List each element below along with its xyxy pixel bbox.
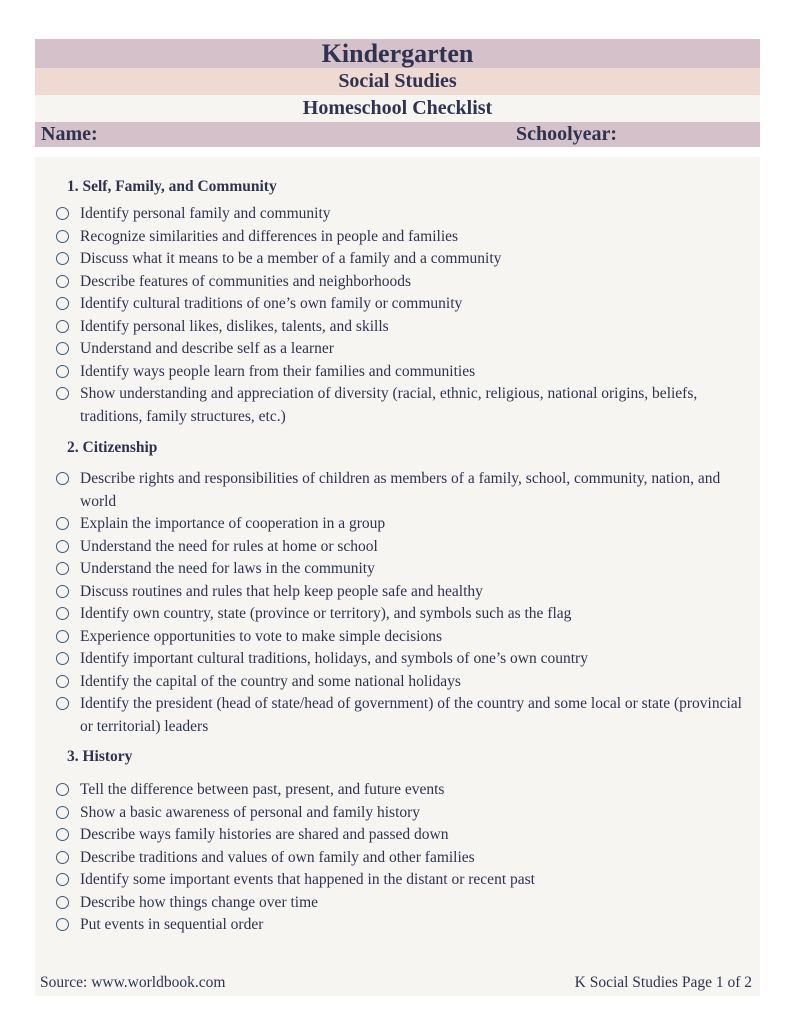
page-title: Kindergarten bbox=[321, 39, 474, 68]
checkbox-circle-icon[interactable] bbox=[56, 607, 69, 620]
checklist-item-label: Discuss routines and rules that help keep people safe and healthy bbox=[80, 582, 483, 600]
checklist-item bbox=[55, 203, 755, 226]
section-title: 1. Self, Family, and Community bbox=[67, 178, 277, 195]
checklist-item-label: Describe rights and responsibilities of children as members of a family, school, community, nation, and world bbox=[80, 470, 721, 510]
subject-band bbox=[35, 68, 760, 95]
checklist-item bbox=[55, 802, 755, 825]
checklist-item-label: Identify personal family and community bbox=[80, 205, 331, 222]
checklist-item bbox=[55, 513, 755, 536]
checklist-item-label: Describe features of communities and neighborhoods bbox=[80, 272, 412, 290]
checklist-item-label: Understand the need for rules at home or school bbox=[80, 537, 378, 555]
checklist-item-label: Put events in sequential order bbox=[80, 916, 264, 933]
checklist-item bbox=[55, 847, 755, 870]
checkbox-circle-icon[interactable] bbox=[56, 828, 69, 841]
checkbox-circle-icon[interactable] bbox=[56, 320, 69, 333]
checklist-item bbox=[55, 603, 755, 626]
checklist-item-label: Identify the president (head of state/head of government) of the country and some local or state (provincial or territorial) leaders bbox=[80, 695, 742, 735]
checklist-item bbox=[55, 869, 755, 892]
checklist-item bbox=[55, 248, 755, 271]
section-title: 3. History bbox=[67, 748, 133, 765]
schoolyear-label: Schoolyear: bbox=[516, 123, 618, 145]
checklist-item-label: Explain the importance of cooperation in a group bbox=[80, 515, 386, 532]
subject-title: Social Studies bbox=[338, 70, 457, 92]
checklist-subtitle: Homeschool Checklist bbox=[302, 97, 493, 119]
title-band bbox=[35, 39, 760, 68]
checklist-item-label: Identify important cultural traditions, holidays, and symbols of one’s own country bbox=[80, 650, 588, 667]
checkbox-circle-icon[interactable] bbox=[56, 652, 69, 665]
checkbox-circle-icon[interactable] bbox=[56, 851, 69, 864]
checklist-item bbox=[55, 648, 755, 671]
checklist-item-label: Identify own country, state (province or territory), and symbols such as the flag bbox=[80, 605, 572, 622]
checklist-item bbox=[55, 914, 755, 937]
checklist-item-label: Identify cultural traditions of one’s own family or community bbox=[80, 295, 463, 312]
checklist-item bbox=[55, 779, 755, 802]
checkbox-circle-icon[interactable] bbox=[56, 252, 69, 265]
name-label: Name: bbox=[41, 123, 98, 145]
checkbox-circle-icon[interactable] bbox=[56, 896, 69, 909]
checkbox-circle-icon[interactable] bbox=[56, 297, 69, 310]
checklist-item bbox=[55, 558, 755, 581]
checklist-item-label: Show a basic awareness of personal and family history bbox=[80, 803, 421, 821]
checklist-item-label: Describe how things change over time bbox=[80, 893, 319, 911]
checklist-item bbox=[55, 271, 755, 294]
checklist-item bbox=[55, 338, 755, 361]
checklist-item bbox=[55, 316, 755, 339]
checklist-item bbox=[55, 671, 755, 694]
checklist-item-label: Understand the need for laws in the community bbox=[80, 560, 375, 577]
subtitle-band bbox=[35, 95, 760, 122]
checkbox-circle-icon[interactable] bbox=[56, 918, 69, 931]
name-year-band bbox=[35, 122, 760, 147]
checkbox-circle-icon[interactable] bbox=[56, 275, 69, 288]
checkbox-circle-icon[interactable] bbox=[56, 540, 69, 553]
checklist-panel bbox=[35, 157, 760, 996]
checkbox-circle-icon[interactable] bbox=[56, 387, 69, 400]
checklist-item-label: Describe ways family histories are shared and passed down bbox=[80, 826, 449, 843]
checklist-item bbox=[55, 626, 755, 649]
checklist-item bbox=[55, 824, 755, 847]
checkbox-circle-icon[interactable] bbox=[56, 207, 69, 220]
checklist-item bbox=[55, 293, 755, 316]
checkbox-circle-icon[interactable] bbox=[56, 697, 69, 710]
checklist-item bbox=[55, 361, 755, 384]
checklist-item-label: Identify the capital of the country and some national holidays bbox=[80, 672, 461, 690]
checklist-item-label: Identify ways people learn from their families and communities bbox=[80, 362, 476, 380]
checklist-item-label: Identify personal likes, dislikes, talents, and skills bbox=[80, 317, 389, 335]
checkbox-circle-icon[interactable] bbox=[56, 783, 69, 796]
checkbox-circle-icon[interactable] bbox=[56, 806, 69, 819]
checkbox-circle-icon[interactable] bbox=[56, 365, 69, 378]
checklist-item-label: Tell the difference between past, present, and future events bbox=[80, 781, 445, 798]
checklist-item-label: Understand and describe self as a learner bbox=[80, 340, 334, 357]
source-text: Source: www.worldbook.com bbox=[40, 974, 226, 991]
checklist-item bbox=[55, 892, 755, 915]
checklist-item bbox=[55, 226, 755, 249]
checklist-item bbox=[55, 468, 755, 513]
checkbox-circle-icon[interactable] bbox=[56, 585, 69, 598]
checklist-item bbox=[55, 383, 755, 428]
checklist-item-label: Discuss what it means to be a member of a family and a community bbox=[80, 250, 502, 267]
checkbox-circle-icon[interactable] bbox=[56, 230, 69, 243]
checkbox-circle-icon[interactable] bbox=[56, 517, 69, 530]
checklist-item-label: Identify some important events that happened in the distant or recent past bbox=[80, 871, 535, 888]
page-number: K Social Studies Page 1 of 2 bbox=[574, 974, 752, 991]
checklist-item bbox=[55, 693, 755, 738]
checklist-item-label: Describe traditions and values of own family and other families bbox=[80, 848, 475, 866]
checklist-item-label: Experience opportunities to vote to make simple decisions bbox=[80, 627, 443, 645]
checkbox-circle-icon[interactable] bbox=[56, 562, 69, 575]
checkbox-circle-icon[interactable] bbox=[56, 342, 69, 355]
checklist-item bbox=[55, 581, 755, 604]
checkbox-circle-icon[interactable] bbox=[56, 675, 69, 688]
checklist-item-label: Show understanding and appreciation of diversity (racial, ethnic, religious, national origins, beliefs, traditions, family structures, etc.) bbox=[80, 385, 698, 425]
checkbox-circle-icon[interactable] bbox=[56, 873, 69, 886]
checkbox-circle-icon[interactable] bbox=[56, 630, 69, 643]
checklist-item bbox=[55, 536, 755, 559]
checkbox-circle-icon[interactable] bbox=[56, 472, 69, 485]
section-title: 2. Citizenship bbox=[67, 439, 158, 456]
checklist-item-label: Recognize similarities and differences in people and families bbox=[80, 227, 459, 245]
